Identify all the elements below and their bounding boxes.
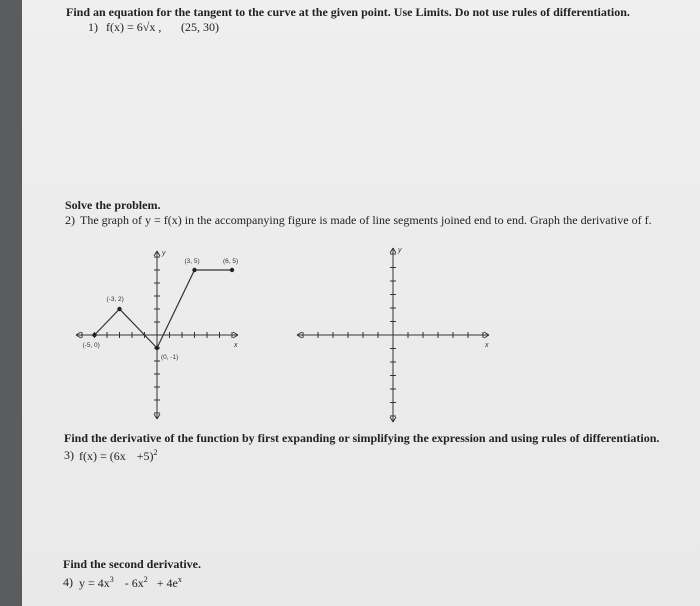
problem3-instruction: Find the derivative of the function by first expanding or simplifying the expression and using rules of differentiation.: [64, 431, 660, 445]
problem3-rhs: +5): [136, 449, 154, 463]
problem3-number: 3): [64, 448, 74, 462]
deriv-x-label: x: [485, 342, 489, 349]
f-point-label: (-3, 2): [106, 296, 124, 303]
f-point: [92, 333, 96, 337]
f-y-label: y: [162, 250, 166, 257]
problem2-heading: Solve the problem.: [65, 198, 161, 212]
f-point: [117, 307, 121, 311]
problem1-function: f(x) = 6√x ,: [106, 20, 162, 34]
problem1-point: (25, 30): [181, 20, 219, 34]
problem4-exp3: x: [177, 575, 182, 584]
problem2-number: 2): [65, 213, 75, 227]
problem4-expression: [79, 575, 182, 591]
problem3-expression: [79, 448, 158, 464]
f-point: [192, 268, 196, 272]
f-point: [230, 268, 234, 272]
problem2-text: The graph of y = f(x) in the accompanying figure is made of line segments joined end to end. Graph the derivative of f.: [80, 213, 652, 227]
deriv-y-label: y: [398, 247, 402, 254]
problem4-instruction: Find the second derivative.: [63, 557, 201, 571]
problem3-exponent: 2: [153, 448, 158, 457]
f-point-label: (0, -1): [161, 354, 179, 361]
f-point-label: (-5, 0): [82, 342, 100, 349]
f-point-label: (3, 5): [184, 258, 200, 265]
f-line-segments: [95, 270, 233, 348]
problem4-term1: y = 4x: [79, 576, 110, 590]
f-point-label: (6, 5): [223, 258, 239, 265]
problem3-lhs: f(x) = (6x: [79, 449, 126, 463]
blank-derivative-graph: [296, 238, 496, 438]
problem4-exp1: 3: [109, 575, 114, 584]
problem1-number: 1): [88, 20, 98, 34]
problem4-term3: + 4e: [156, 576, 178, 590]
problem4-exp2: 2: [143, 575, 148, 584]
f-point: [155, 346, 159, 350]
graph-of-f: [60, 238, 270, 438]
problem4-term2: - 6x: [124, 576, 144, 590]
problem1-instruction: Find an equation for the tangent to the curve at the given point. Use Limits. Do not use rules of differentiation.: [66, 5, 630, 19]
f-x-label: x: [234, 342, 238, 349]
problem4-number: 4): [63, 575, 73, 589]
